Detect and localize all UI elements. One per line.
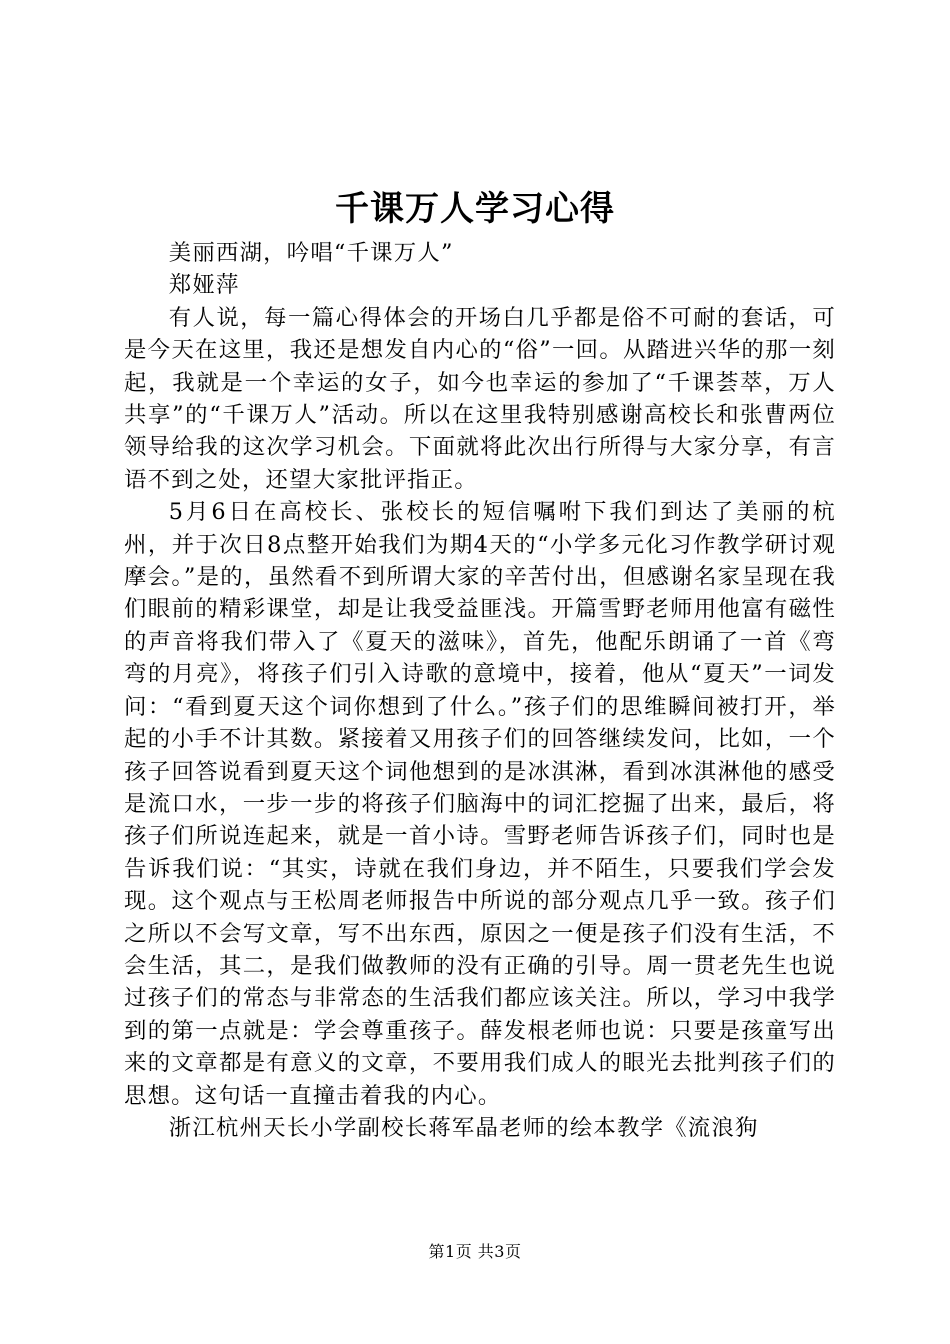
paragraph-3: 浙江杭州天长小学副校长蒋军晶老师的绘本教学《流浪狗 <box>168 1114 759 1141</box>
author-line: 郑娅萍 <box>168 272 240 299</box>
paragraph-2: 5月6日在高校长、张校长的短信嘱咐下我们到达了美丽的杭州，并于次日8点整开始我们为期4天的“小学多元化习作教学研讨观摩会。”是的，虽然看不到所谓大家的辛苦付出，但感谢名家呈现在我们眼前的精彩课堂，却是让我受益匪浅。开篇雪野老师用他富有磁性的声音将我们带入了《夏天的滋味》，首先，他配乐朗诵了一首《弯弯的月亮》，将孩子们引入诗歌的意境中，接着，他从“夏天”一词发问：“看到夏天这个词你想到了什么。”孩子们的思维瞬间被打开，举起的小手不计其数。紧接着又用孩子们的回答继续发问，比如，一个孩子回答说看到夏天这个词他想到的是冰淇淋，看到冰淇淋他的感受是流口水，一步一步的将孩子们脑海中的词汇挖掘了出来，最后，将孩子们所说连起来，就是一首小诗。雪野老师告诉孩子们，同时也是告诉我们说：“其实，诗就在我们身边，并不陌生，只要我们学会发现。这个观点与王松周老师报告中所说的部分观点几乎一致。孩子们之所以不会写文章，写不出东西，原因之一便是孩子们没有生活，不会生活，其二，是我们做教师的没有正确的引导。周一贯老先生也说过孩子们的常态与非常态的生活我们都应该关注。所以，学习中我学到的第一点就是：学会尊重孩子。薛发根老师也说：只要是孩童写出来的文章都是有意义的文章，不要用我们成人的眼光去批判孩子们的思想。这句话一直撞击着我的内心。 <box>124 499 836 1109</box>
paragraph-1: 有人说，每一篇心得体会的开场白几乎都是俗不可耐的套话，可是今天在这里，我还是想发自内心的“俗”一回。从踏进兴华的那一刻起，我就是一个幸运的女子，如今也幸运的参加了“千课荟萃，万人共享”的“千课万人”活动。所以在这里我特别感谢高校长和张曹两位领导给我的这次学习机会。下面就将此次出行所得与大家分享，有言语不到之处，还望大家批评指正。 <box>124 304 836 493</box>
page-number-footer: 第1页 共3页 <box>428 1242 522 1261</box>
document-body <box>124 237 836 1144</box>
subtitle-line: 美丽西湖，吟唱“千课万人” <box>168 240 454 266</box>
document-title: 千课万人学习心得 <box>335 189 615 229</box>
